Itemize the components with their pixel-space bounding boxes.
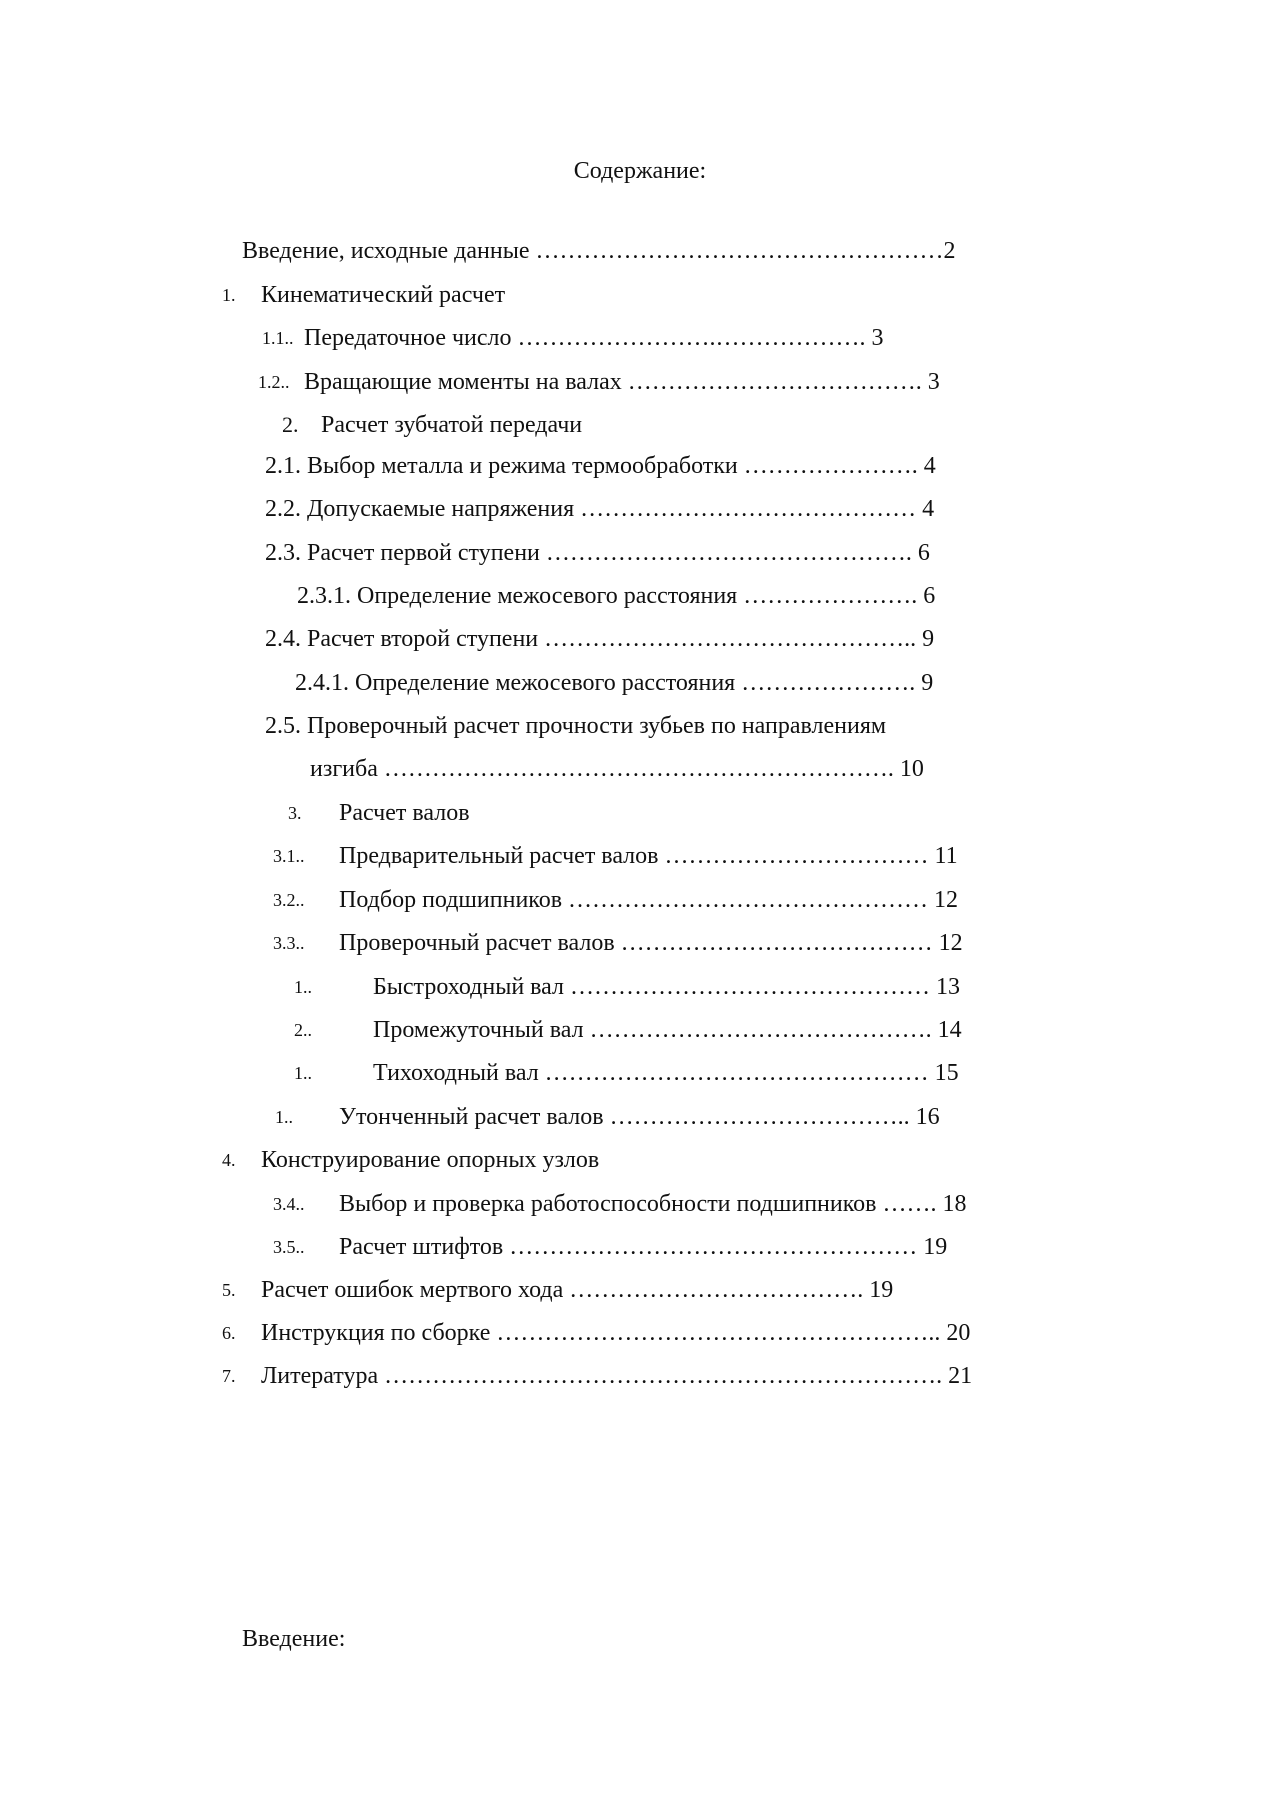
toc-entry-3-3: Проверочный расчет валов ………………………………… 12 [339, 930, 963, 956]
toc-number-3: 3. [288, 803, 302, 823]
toc-number-3-5: 3.5.. [273, 1237, 305, 1257]
toc-number-6: 6. [222, 1323, 236, 1343]
toc-number-3-3-b: 2.. [294, 1020, 312, 1040]
toc-number-1-2: 1.2.. [258, 372, 290, 392]
toc-entry-3-2: Подбор подшипников ……………………………………… 12 [339, 887, 959, 913]
toc-entry-3-3-c: Тихоходный вал ………………………………………… 15 [373, 1060, 959, 1086]
toc-entry-intro: Введение, исходные данные ……………………………………………2 [242, 238, 956, 264]
toc-entry-5: Расчет ошибок мертвого хода ………………………………. 19 [261, 1277, 894, 1303]
toc-number-3-3: 3.3.. [273, 933, 305, 953]
toc-number-3-3-c: 1.. [294, 1063, 312, 1083]
toc-number-3-x: 1.. [275, 1107, 293, 1127]
toc-number-7: 7. [222, 1366, 236, 1386]
toc-number-1-1: 1.1.. [262, 328, 294, 348]
toc-entry-1-2: Вращающие моменты на валах ………………………………. 3 [304, 369, 940, 395]
toc-entry-1: Кинематический расчет [261, 282, 506, 308]
toc-entry-2-5-continued: изгиба ………………………………………………………. 10 [310, 756, 924, 782]
toc-entry-2-4: 2.4. Расчет второй ступени ……………………………………….. 9 [265, 626, 935, 652]
toc-number-3-2: 3.2.. [273, 890, 305, 910]
toc-entry-3-1: Предварительный расчет валов …………………………… 11 [339, 843, 958, 869]
toc-entry-3-3-b: Промежуточный вал ……………………………………. 14 [373, 1017, 962, 1043]
toc-entry-2-3-1: 2.3.1. Определение межосевого расстояния …………………. 6 [297, 583, 936, 609]
toc-number-3-1: 3.1.. [273, 846, 305, 866]
toc-entry-2-1: 2.1. Выбор металла и режима термообработки …………………. 4 [265, 453, 936, 479]
toc-number-4: 4. [222, 1150, 236, 1170]
toc-number-3-3-a: 1.. [294, 977, 312, 997]
toc-entry-4: Конструирование опорных узлов [261, 1147, 600, 1173]
toc-entry-3: Расчет валов [339, 800, 470, 826]
toc-entry-3-x: Утонченный расчет валов ……………………………….. 16 [339, 1104, 940, 1130]
toc-entry-3-4: Выбор и проверка работоспособности подшипников ……. 18 [339, 1191, 967, 1217]
toc-entry-1-1: Передаточное число …………………….………………. 3 [304, 325, 884, 351]
toc-entry-2-2: 2.2. Допускаемые напряжения …………………………………… 4 [265, 496, 935, 522]
toc-entry-2: Расчет зубчатой передачи [321, 412, 583, 438]
toc-entry-2-5: 2.5. Проверочный расчет прочности зубьев по направлениям [265, 713, 887, 739]
toc-number-1: 1. [222, 285, 236, 305]
toc-number-5: 5. [222, 1280, 236, 1300]
toc-entry-7: Литература ……………………………………………………………. 21 [261, 1363, 973, 1389]
toc-entry-3-3-a: Быстроходный вал ……………………………………… 13 [373, 974, 961, 1000]
introduction-heading: Введение: [242, 1626, 346, 1652]
toc-entry-2-3: 2.3. Расчет первой ступени ………………………………………. 6 [265, 540, 930, 566]
page-title: Содержание: [573, 158, 707, 184]
toc-entry-3-5: Расчет штифтов …………………………………………… 19 [339, 1234, 948, 1260]
toc-number-3-4: 3.4.. [273, 1194, 305, 1214]
toc-entry-2-4-1: 2.4.1. Определение межосевого расстояния …………………. 9 [295, 670, 934, 696]
toc-number-2: 2. [282, 412, 299, 437]
toc-entry-6: Инструкция по сборке ……………………………………………….. 20 [261, 1320, 971, 1346]
